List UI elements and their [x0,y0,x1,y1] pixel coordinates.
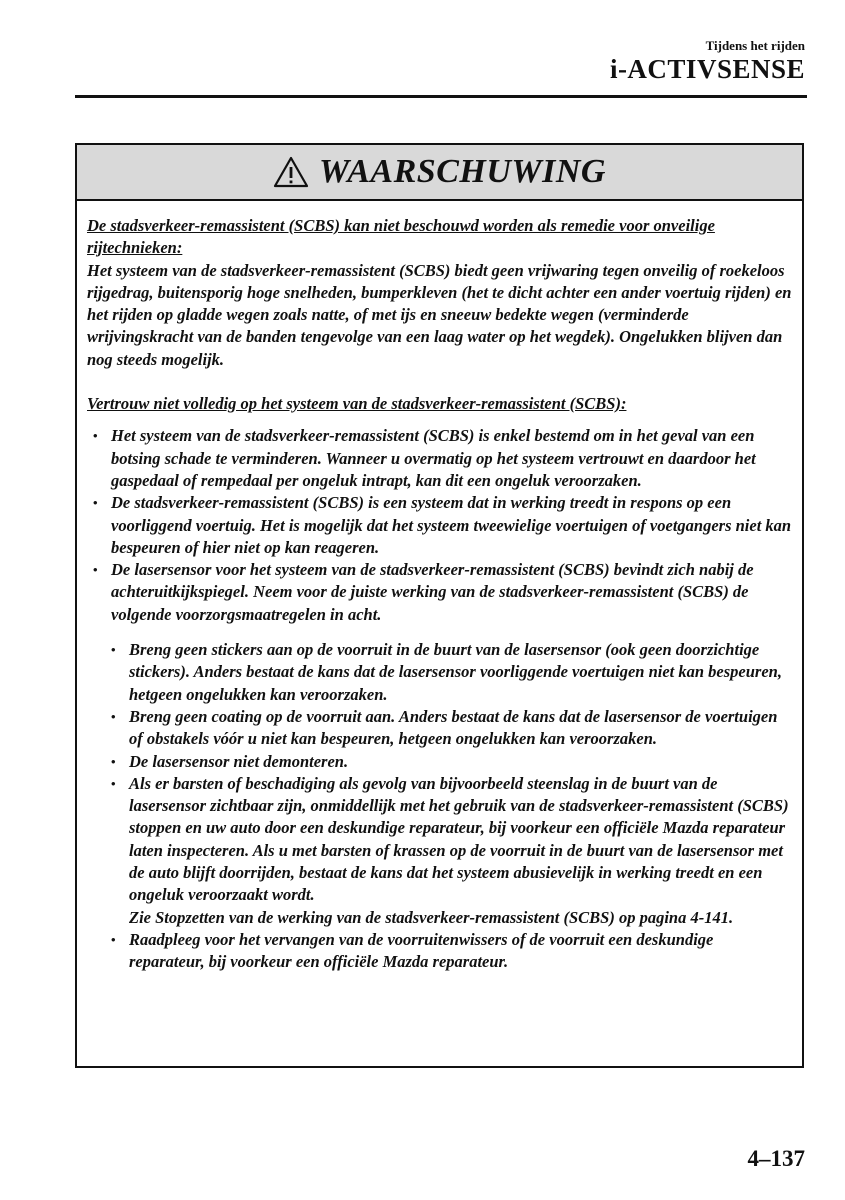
list-item: • Breng geen coating op de voorruit aan. Anders bestaat de kans dat de lasersensor de voertuigen of obstakels vóór u niet kan bespeuren, hetgeen ongelukken kan veroorzaken. [87,706,792,751]
warning-heading-2: Vertrouw niet volledig op het systeem van de stadsverkeer-remassistent (SCBS): [87,394,627,414]
warning-box [75,143,804,1068]
sub-bullet-list [87,639,792,973]
warning-body [77,201,802,974]
list-item: • De lasersensor niet demonteren. [87,751,792,773]
bullet-list [87,425,792,626]
page-header [610,38,805,84]
list-item: • De stadsverkeer-remassistent (SCBS) is een systeem dat in werking treedt in respons op een voorliggend voertuig. Het is mogelijk dat het systeem tweewielige voertuigen of voetgangers niet kan bespeuren of hier niet op kan reageren. [87,492,792,559]
header-rule [75,95,807,98]
page-number: 4–137 [747,1146,805,1171]
spacer [87,371,792,393]
cross-reference: Zie Stopzetten van de werking van de stadsverkeer-remassistent (SCBS) op pagina 4-141. [129,907,734,927]
list-item: • Het systeem van de stadsverkeer-remassistent (SCBS) is enkel bestemd om in het geval van een botsing schade te verminderen. Wanneer u overmatig op het systeem vertrouwt en daardoor het gaspedaal of rempedaal per ongeluk intrapt, kan dit een ongeluk veroorzaken. [87,425,792,492]
page-title: i-ACTIVSENSE [609,54,805,84]
warning-header [77,145,802,201]
warning-triangle-icon [273,156,309,188]
list-item: • Raadpleeg voor het vervangen van de voorruitenwissers of de voorruit een deskundige reparateur, bij voorkeur een officiële Mazda reparateur. [87,929,792,974]
warning-paragraph-1: Het systeem van de stadsverkeer-remassistent (SCBS) biedt geen vrijwaring tegen onveilig of roekeloos rijgedrag, buitensporig hoge snelheden, bumperkleven (het te dicht achter een ander voertuig rijden) en het rijden op gladde wegen zoals natte, of met ijs en sneeuw bedekte wegen (verminderde wrijvingskracht van de banden tengevolge van een laag water op het wegdek). Ongelukken blijven dan nog steeds mogelijk. [87,260,792,369]
warning-heading-1: De stadsverkeer-remassistent (SCBS) kan niet beschouwd worden als remedie voor onveilige rijtechnieken: [87,216,715,258]
list-item-text: Als er barsten of beschadiging als gevolg van bijvoorbeeld steenslag in de buurt van de lasersensor zichtbaar zijn, onmiddellijk met het gebruik van de stadsverkeer-remassistent (SCBS) stoppen en uw auto door een deskundige reparateur, bij voorkeur een officiële Mazda reparateur laten inspecteren. Als u met barsten of krassen op de voorruit in de buurt van de lasersensor met de auto blijft doorrijden, bestaat de kans dat het systeem abusievelijk in werking treedt en een ongeluk veroorzaakt wordt. [129,773,789,905]
section-label: Tijdens het rijden [705,38,805,53]
list-item [87,773,792,929]
list-item: • De lasersensor voor het systeem van de stadsverkeer-remassistent (SCBS) bevindt zich nabij de achteruitkijkspiegel. Neem voor de juiste werking van de stadsverkeer-remassistent (SCBS) de volgende voorzorgsmaatregelen in acht. [87,559,792,626]
warning-title: WAARSCHUWING [319,153,606,190]
list-item: • Breng geen stickers aan op de voorruit in de buurt van de lasersensor (ook geen doorzichtige stickers). Anders bestaat de kans dat de lasersensor voorliggende voertuigen niet kan bespeuren, hetgeen ongelukken kan veroorzaken. [87,639,792,706]
